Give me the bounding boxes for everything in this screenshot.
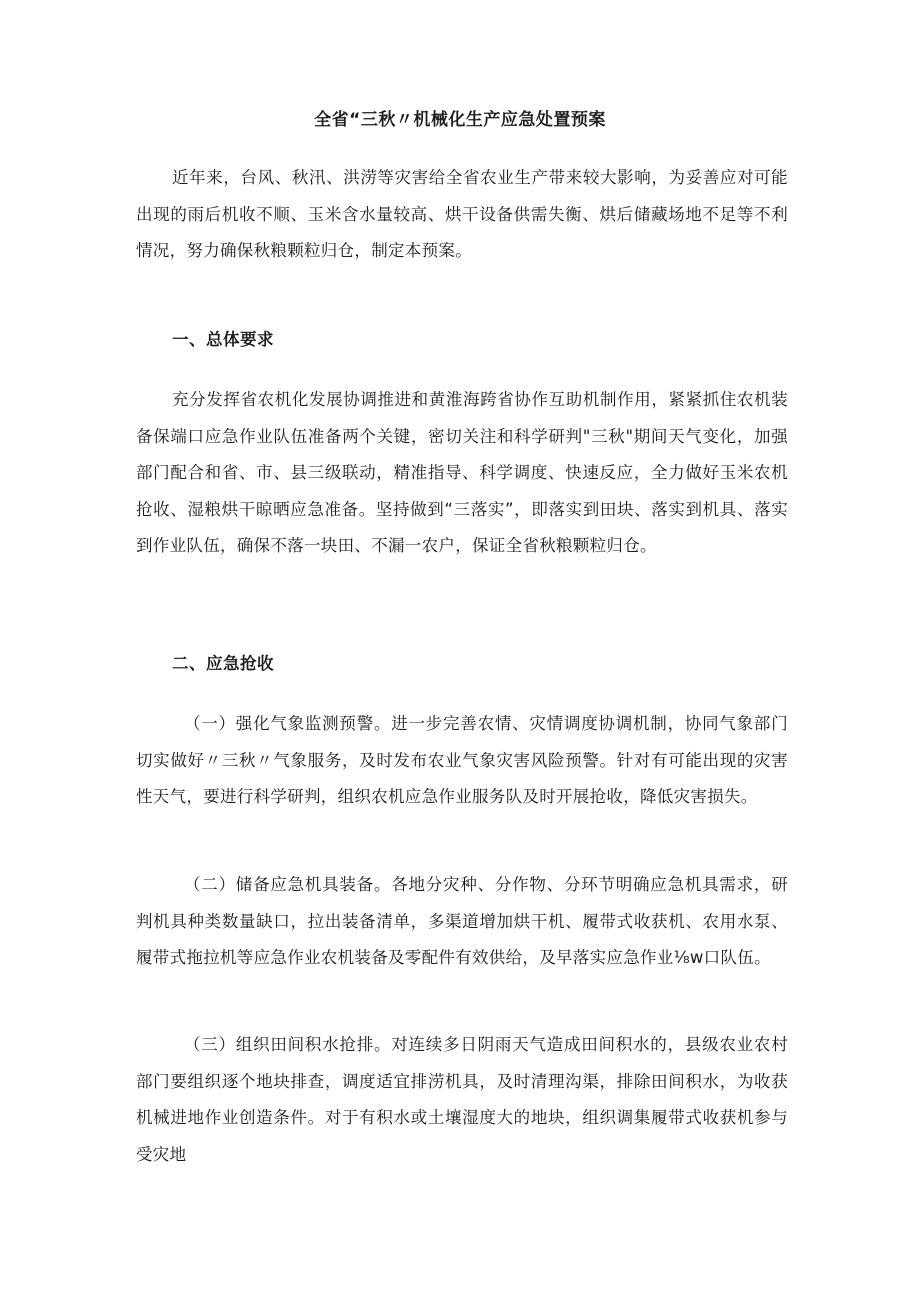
intro-paragraph: 近年来，台风、秋汛、洪涝等灾害给全省农业生产带来较大影响，为妥善应对可能出现的雨后机收不顺、玉米含水量较高、烘干设备供需失衡、烘后储藏场地不足等不利情况，努力确保秋粮颗粒归仓，制定本预案。 [136,168,788,260]
document-title: 全省“三秋〃机械化生产应急处置预案 [314,110,606,130]
emergency-item-equipment-reserve: （二）储备应急机具装备。各地分灾种、分作物、分环节明确应急机具需求，研判机具种类数量缺口，拉出装备清单，多渠道增加烘干机、履带式收获机、农用水泵、履带式拖拉机等应急作业农机装备及零配件有效供给，及早落实应急作业⅛w口队伍。 [136,875,788,967]
emergency-item-weather-monitoring: （一）强化气象监测预警。进一步完善农情、灾情调度协调机制，协同气象部门切实做好〃三秋〃气象服务，及时发布农业气象灾害风险预警。针对有可能出现的灾害性天气，要进行科学研判，组织农机应急作业服务队及时开展抢收，降低灾害损失。 [136,714,788,806]
emergency-item-drainage: （三）组织田间积水抢排。对连续多日阴雨天气造成田间积水的，县级农业农村部门要组织逐个地块排查，调度适宜排涝机具，及时清理沟渠，排除田间积水，为收获机械进地作业创造条件。对于有积水或土壤湿度大的地块，组织调集履带式收获机参与受灾地 [136,1035,788,1164]
general-requirements-paragraph: 充分发挥省农机化发展协调推进和黄淮海跨省协作互助机制作用，紧紧抓住农机装备保端口应急作业队伍准备两个关键，密切关注和科学研判"三秋"期间天气变化，加强部门配合和省、市、县三级联动，精准指导、科学调度、快速反应，全力做好玉米农机抢收、湿粮烘干晾晒应急准备。坚持做到“三落实”，即落实到田块、落实到机具、落实到作业队伍，确保不落一块田、不漏一农户，保证全省秋粮颗粒归仓。 [136,390,788,555]
section-heading-general-requirements: 一、总体要求 [172,330,274,349]
section-heading-emergency-harvest: 二、应急抢收 [172,654,274,673]
